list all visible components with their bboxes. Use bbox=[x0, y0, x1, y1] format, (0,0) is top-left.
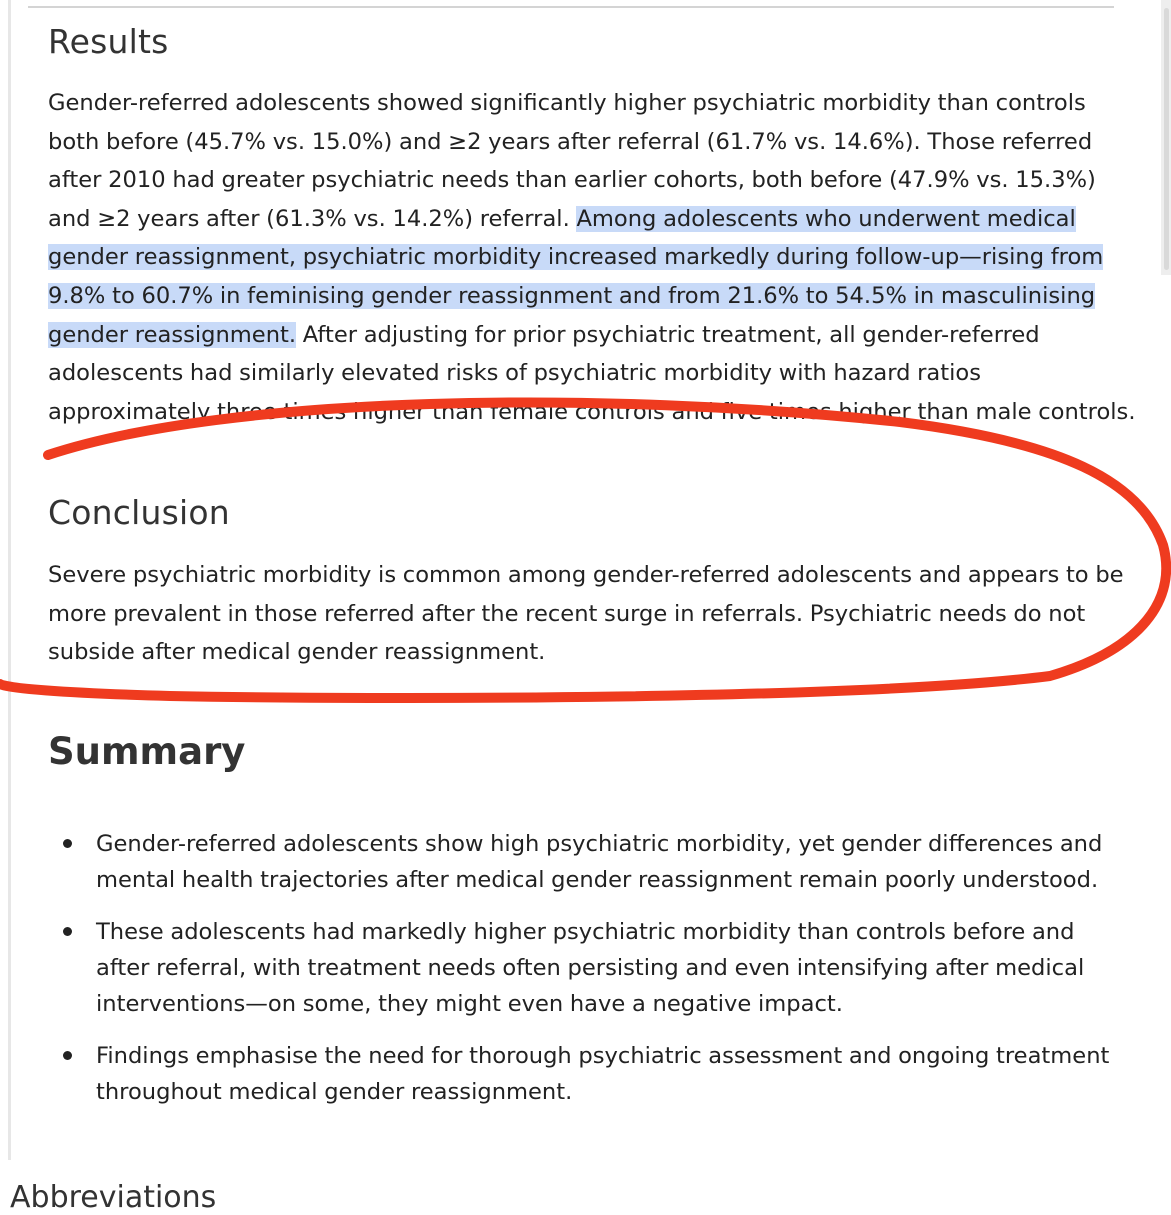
summary-bullet bbox=[60, 914, 1130, 1022]
bullet-dot-icon bbox=[63, 839, 72, 848]
conclusion-heading: Conclusion bbox=[48, 493, 230, 532]
summary-bullet-text: These adolescents had markedly higher psychiatric morbidity than controls before and after referral, with treatment needs often persisting and even intensifying after medical interventions—on some, they might even have a negative impact. bbox=[96, 919, 1085, 1017]
conclusion-paragraph: Severe psychiatric morbidity is common among gender-referred adolescents and appears to be more prevalent in those referred after the recent surge in referrals. Psychiatric needs do not subside after medical gender reassignment. bbox=[48, 562, 1124, 666]
summary-bullet bbox=[60, 826, 1130, 898]
results-text-before: Gender-referred adolescents showed significantly higher psychiatric morbidity than controls both before (45.7% vs. 15.0%) and ≥2 years after referral (61.7% vs. 14.6%). Those referred after 2010 had greater psychiatric needs than earlier cohorts, both before (47.9% vs. 15.3%) and ≥2 years after (61.3% vs. 14.2%) referral. bbox=[48, 90, 1096, 232]
results-paragraph bbox=[48, 84, 1138, 431]
summary-list bbox=[60, 826, 1130, 1126]
results-highlighted-text: Among adolescents who underwent medical gender reassignment, psychiatric morbidity increased markedly during follow-up—rising from 9.8% to 60.7% in feminising gender reassignment and from 21.6% to 54.5% in masculinising gender reassignment. bbox=[48, 205, 1104, 348]
next-section-heading: Abbreviations bbox=[10, 1180, 217, 1215]
left-border bbox=[8, 0, 11, 1160]
results-text-after: After adjusting for prior psychiatric treatment, all gender-referred adolescents had similarly elevated risks of psychiatric morbidity with hazard ratios approximately three times higher than female controls and five times higher than male controls. bbox=[48, 321, 1136, 425]
scrollbar[interactable] bbox=[1161, 0, 1171, 275]
summary-bullet bbox=[60, 1038, 1130, 1110]
top-divider bbox=[28, 6, 1114, 8]
summary-heading: Summary bbox=[48, 730, 246, 773]
bullet-dot-icon bbox=[63, 927, 72, 936]
summary-bullet-text: Gender-referred adolescents show high psychiatric morbidity, yet gender differences and mental health trajectories after medical gender reassignment remain poorly understood. bbox=[96, 831, 1103, 893]
results-heading: Results bbox=[48, 22, 169, 61]
scrollbar-thumb[interactable] bbox=[1164, 8, 1169, 270]
bullet-dot-icon bbox=[63, 1051, 72, 1060]
summary-bullet-text: Findings emphasise the need for thorough psychiatric assessment and ongoing treatment throughout medical gender reassignment. bbox=[96, 1043, 1110, 1105]
